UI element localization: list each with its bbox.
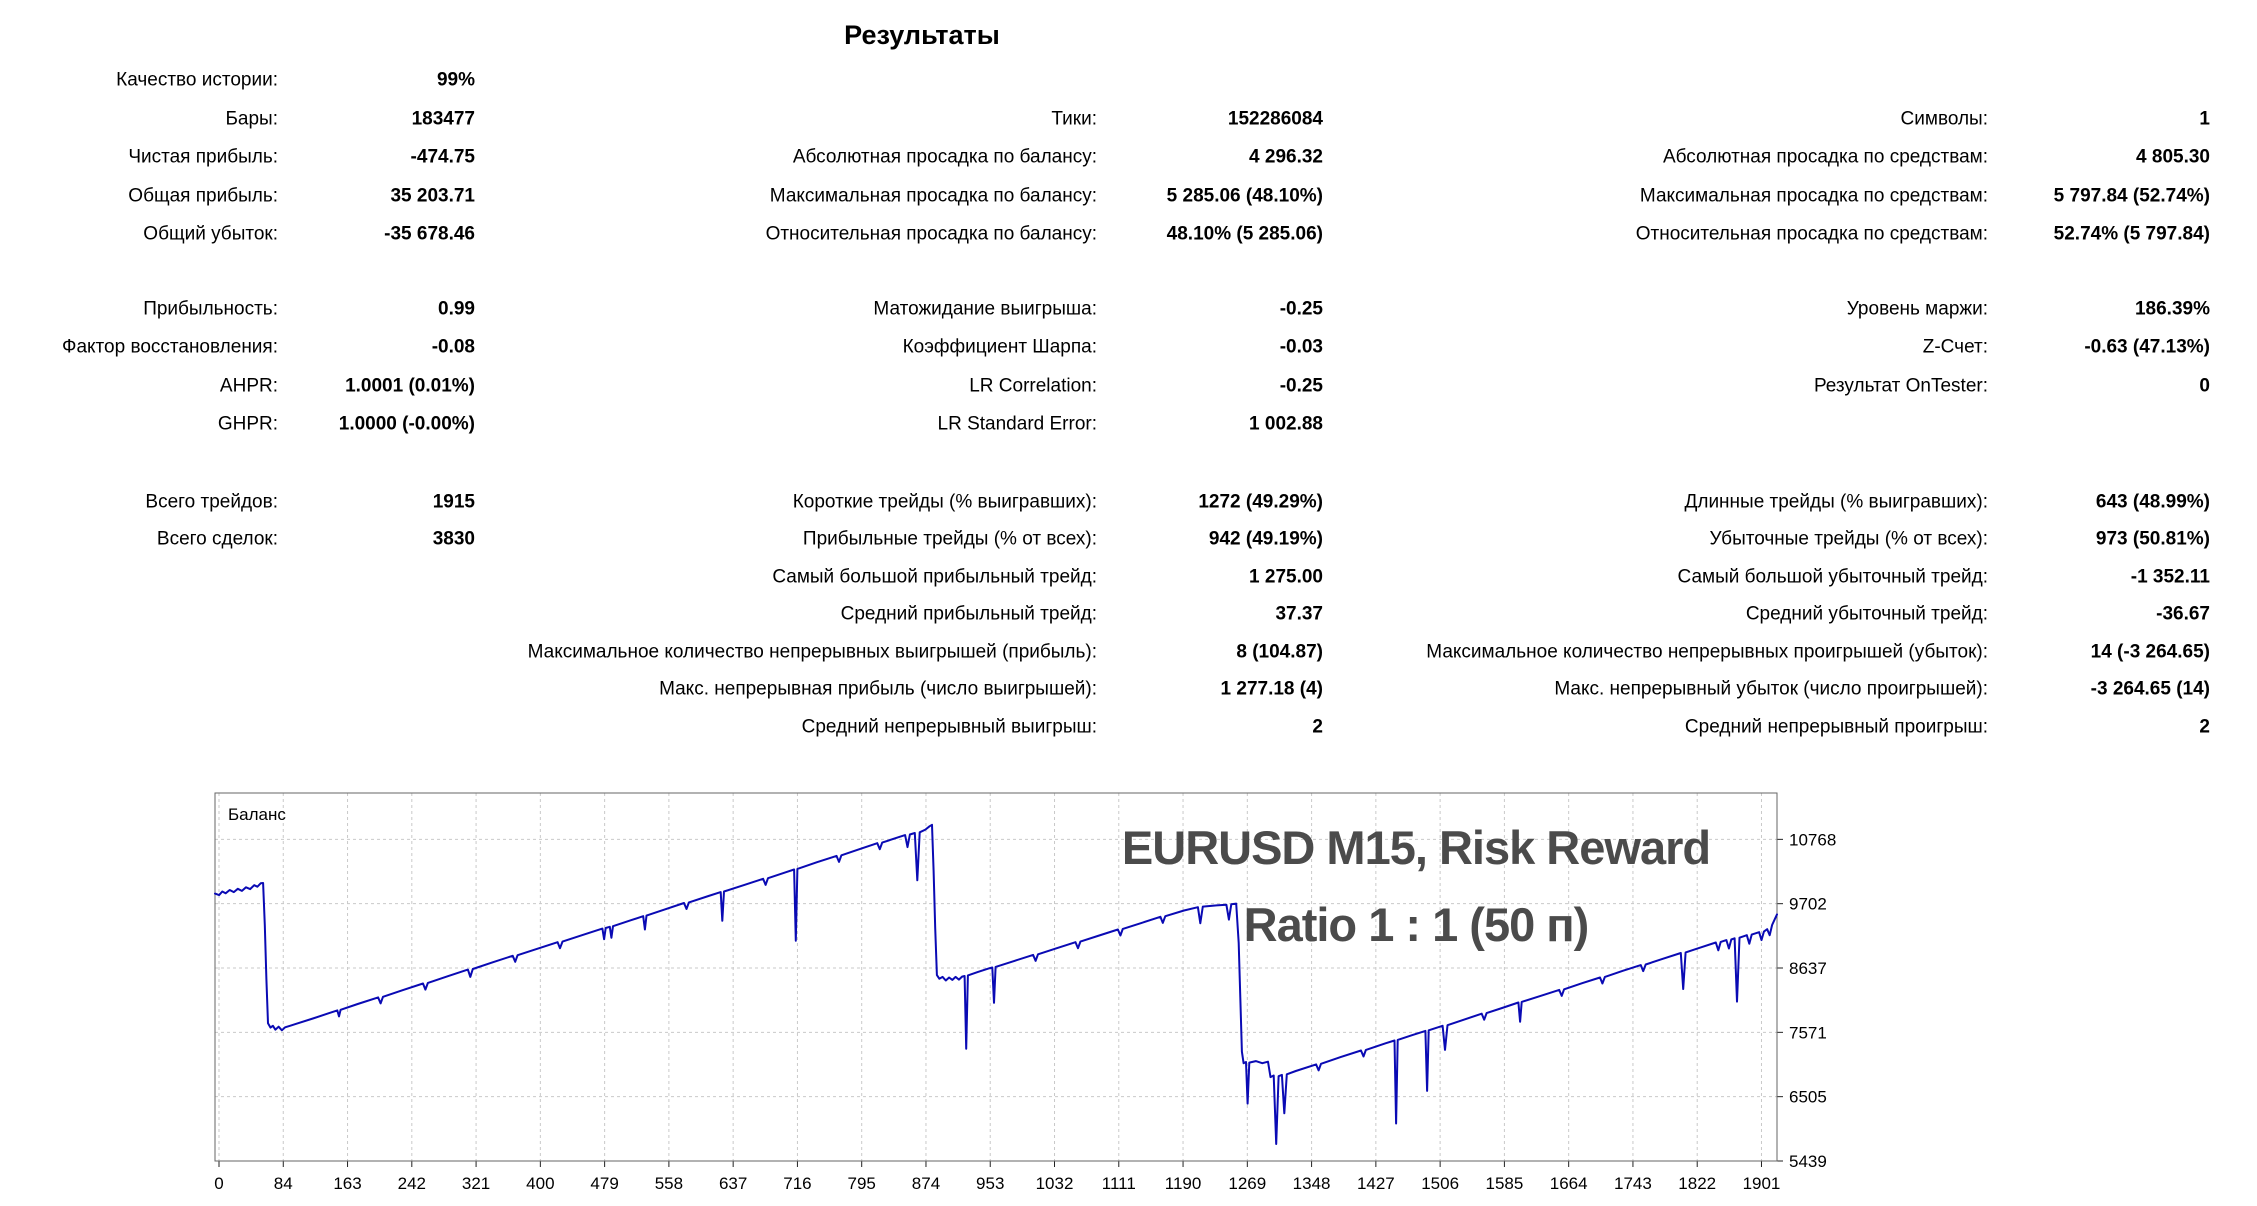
stat-label: Абсолютная просадка по средствам: <box>1662 146 1988 168</box>
stat-value: 186.39% <box>2134 298 2210 320</box>
x-tick-label: 0 <box>214 1174 224 1193</box>
x-tick-label: 163 <box>333 1174 362 1193</box>
stat-value: -36.67 <box>2156 603 2210 625</box>
stat-label: Относительная просадка по балансу: <box>765 223 1097 245</box>
stat-label: Короткие трейды (% выигравших): <box>792 491 1097 513</box>
x-tick-label: 558 <box>654 1174 684 1193</box>
stat-value: 942 (49.19%) <box>1208 528 1323 550</box>
stat-label: Чистая прибыль: <box>128 146 278 168</box>
stat-label: Относительная просадка по средствам: <box>1635 223 1988 245</box>
chart-watermark-line1: EURUSD M15, Risk Reward <box>1121 821 1711 874</box>
stat-label: Средний прибыльный трейд: <box>840 603 1097 625</box>
x-tick-label: 242 <box>397 1174 426 1193</box>
stat-label: Средний непрерывный проигрыш: <box>1684 716 1988 738</box>
stat-label: Средний непрерывный выигрыш: <box>801 716 1097 738</box>
stat-label: Длинные трейды (% выигравших): <box>1684 491 1988 513</box>
y-tick-label: 8637 <box>1789 959 1827 979</box>
x-tick-label: 1743 <box>1614 1174 1652 1193</box>
stat-value: 1915 <box>432 491 475 513</box>
y-tick-label: 9702 <box>1789 894 1827 914</box>
chart-watermark-line2: Ratio 1 : 1 (50 п) <box>1243 898 1589 951</box>
x-tick-label: 1664 <box>1549 1174 1588 1193</box>
page-title: Результаты <box>844 20 1000 50</box>
stat-label: Абсолютная просадка по балансу: <box>792 146 1097 168</box>
x-tick-label: 321 <box>461 1174 491 1193</box>
stat-label: Результат OnTester: <box>1813 375 1988 397</box>
stat-label: Максимальное количество непрерывных проигрышей (убыток): <box>1426 641 1988 663</box>
stat-value: 1.0001 (0.01%) <box>345 375 475 397</box>
stat-value: 183477 <box>411 108 475 130</box>
stat-value: 4 805.30 <box>2136 146 2210 168</box>
y-tick-label: 5439 <box>1789 1152 1827 1171</box>
x-tick-label: 1822 <box>1678 1174 1717 1193</box>
x-tick-label: 1348 <box>1292 1174 1331 1193</box>
stat-value: 1 002.88 <box>1249 413 1323 435</box>
stat-label: GHPR: <box>217 413 278 435</box>
stat-label: Макс. непрерывный убыток (число проигрышей): <box>1554 678 1988 700</box>
x-tick-label: 1269 <box>1228 1174 1267 1193</box>
x-tick-label: 795 <box>847 1174 876 1193</box>
stat-label: Коэффициент Шарпа: <box>902 336 1097 358</box>
y-tick-label: 7571 <box>1789 1023 1827 1043</box>
stat-label: Прибыльные трейды (% от всех): <box>802 528 1097 550</box>
stat-value: 0 <box>2199 375 2210 397</box>
stat-value: 643 (48.99%) <box>2095 491 2210 513</box>
stat-value: 14 (-3 264.65) <box>2090 641 2210 663</box>
stat-value: 35 203.71 <box>390 185 475 207</box>
stat-label: Общая прибыль: <box>128 185 278 207</box>
stat-value: 5 285.06 (48.10%) <box>1166 185 1323 207</box>
stat-label: Качество истории: <box>116 69 278 91</box>
stat-label: Максимальная просадка по балансу: <box>769 185 1097 207</box>
x-tick-label: 479 <box>590 1174 619 1193</box>
x-tick-label: 1032 <box>1035 1174 1074 1193</box>
stat-value: 1 <box>2199 108 2210 130</box>
stat-value: 1272 (49.29%) <box>1198 491 1323 513</box>
stat-value: -474.75 <box>410 146 475 168</box>
stat-value: 3830 <box>432 528 475 550</box>
y-tick-label: 6505 <box>1789 1087 1827 1107</box>
stat-value: 2 <box>1312 716 1323 738</box>
stat-value: 4 296.32 <box>1249 146 1323 168</box>
stat-label: Символы: <box>1900 108 1988 130</box>
stat-label: Всего трейдов: <box>145 491 278 513</box>
x-tick-label: 1111 <box>1101 1174 1136 1193</box>
stat-value: -0.25 <box>1279 375 1323 397</box>
stat-value: 1 277.18 (4) <box>1220 678 1323 700</box>
y-tick-label: 10768 <box>1789 830 1837 850</box>
stat-value: 37.37 <box>1275 603 1323 625</box>
stat-value: 5 797.84 (52.74%) <box>2053 185 2210 207</box>
stat-value: 1.0000 (-0.00%) <box>338 413 475 435</box>
stat-label: Самый большой прибыльный трейд: <box>772 566 1097 588</box>
stat-value: -0.63 (47.13%) <box>2084 336 2210 358</box>
x-tick-label: 637 <box>718 1174 748 1193</box>
x-tick-label: 84 <box>273 1174 293 1193</box>
stat-label: Самый большой убыточный трейд: <box>1677 566 1988 588</box>
stat-value: 99% <box>436 69 475 91</box>
stat-label: Максимальная просадка по средствам: <box>1639 185 1988 207</box>
stat-value: 2 <box>2199 716 2210 738</box>
x-tick-label: 1190 <box>1164 1174 1202 1193</box>
stat-label: Прибыльность: <box>143 298 278 320</box>
balance-label: Баланс <box>228 805 286 824</box>
stat-label: AHPR: <box>219 375 278 397</box>
stat-value: -1 352.11 <box>2130 566 2210 588</box>
stat-value: 1 275.00 <box>1249 566 1323 588</box>
stat-value: -0.03 <box>1279 336 1323 358</box>
stat-label: Убыточные трейды (% от всех): <box>1709 528 1988 550</box>
x-tick-label: 1585 <box>1485 1174 1524 1193</box>
stat-value: -3 264.65 (14) <box>2090 678 2210 700</box>
x-tick-label: 400 <box>526 1174 555 1193</box>
stat-label: Макс. непрерывная прибыль (число выигрышей): <box>659 678 1097 700</box>
stat-value: 152286084 <box>1227 108 1323 130</box>
stat-label: LR Correlation: <box>969 375 1097 397</box>
stat-label: Общий убыток: <box>143 223 278 245</box>
stat-value: -0.25 <box>1279 298 1323 320</box>
stat-label: Средний убыточный трейд: <box>1745 603 1988 625</box>
stat-label: Бары: <box>225 108 278 130</box>
stat-label: Максимальное количество непрерывных выигрышей (прибыль): <box>527 641 1097 663</box>
stat-value: -0.08 <box>431 336 475 358</box>
x-tick-label: 874 <box>911 1174 941 1193</box>
stat-label: Фактор восстановления: <box>62 336 278 358</box>
stat-value: -35 678.46 <box>384 223 475 245</box>
stat-label: Z-Счет: <box>1922 336 1988 358</box>
x-tick-label: 1901 <box>1742 1174 1781 1193</box>
stat-value: 973 (50.81%) <box>2095 528 2210 550</box>
stat-value: 8 (104.87) <box>1236 641 1323 663</box>
stat-label: Тики: <box>1051 108 1097 130</box>
x-tick-label: 1427 <box>1356 1174 1395 1193</box>
stat-label: LR Standard Error: <box>937 413 1097 435</box>
x-tick-label: 716 <box>783 1174 812 1193</box>
x-tick-label: 953 <box>976 1174 1005 1193</box>
stat-value: 52.74% (5 797.84) <box>2053 223 2210 245</box>
stat-label: Всего сделок: <box>156 528 278 550</box>
stat-label: Матожидание выигрыша: <box>873 298 1097 320</box>
x-tick-label: 1506 <box>1421 1174 1460 1193</box>
stat-value: 48.10% (5 285.06) <box>1166 223 1323 245</box>
stat-value: 0.99 <box>438 298 475 320</box>
stat-label: Уровень маржи: <box>1846 298 1988 320</box>
